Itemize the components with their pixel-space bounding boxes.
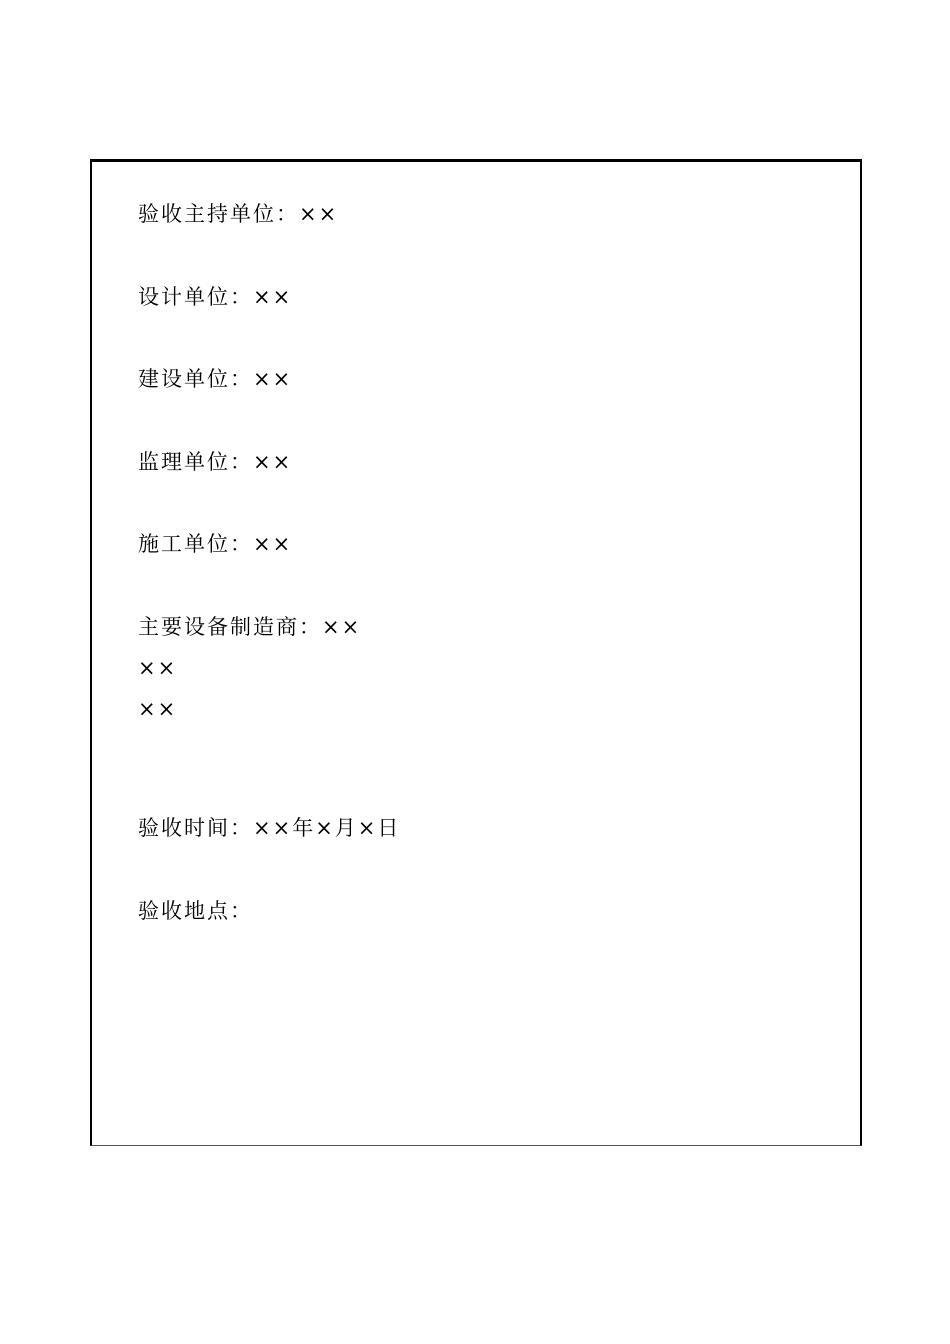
- host-unit-line: 验收主持单位：××: [138, 202, 339, 226]
- equipment-manufacturer-line: 主要设备制造商：××: [138, 615, 362, 639]
- acceptance-location-line: 验收地点：: [138, 899, 253, 923]
- design-unit-line: 设计单位：××: [138, 285, 293, 309]
- equipment-manufacturer-line-3: ××: [138, 697, 178, 721]
- construction-owner-line: 建设单位：××: [138, 367, 293, 391]
- equipment-manufacturer-line-2: ××: [138, 656, 178, 680]
- supervision-unit-line: 监理单位：××: [138, 450, 293, 474]
- construction-unit-line: 施工单位：××: [138, 532, 293, 556]
- acceptance-time-line: 验收时间：××年×月×日: [138, 816, 401, 840]
